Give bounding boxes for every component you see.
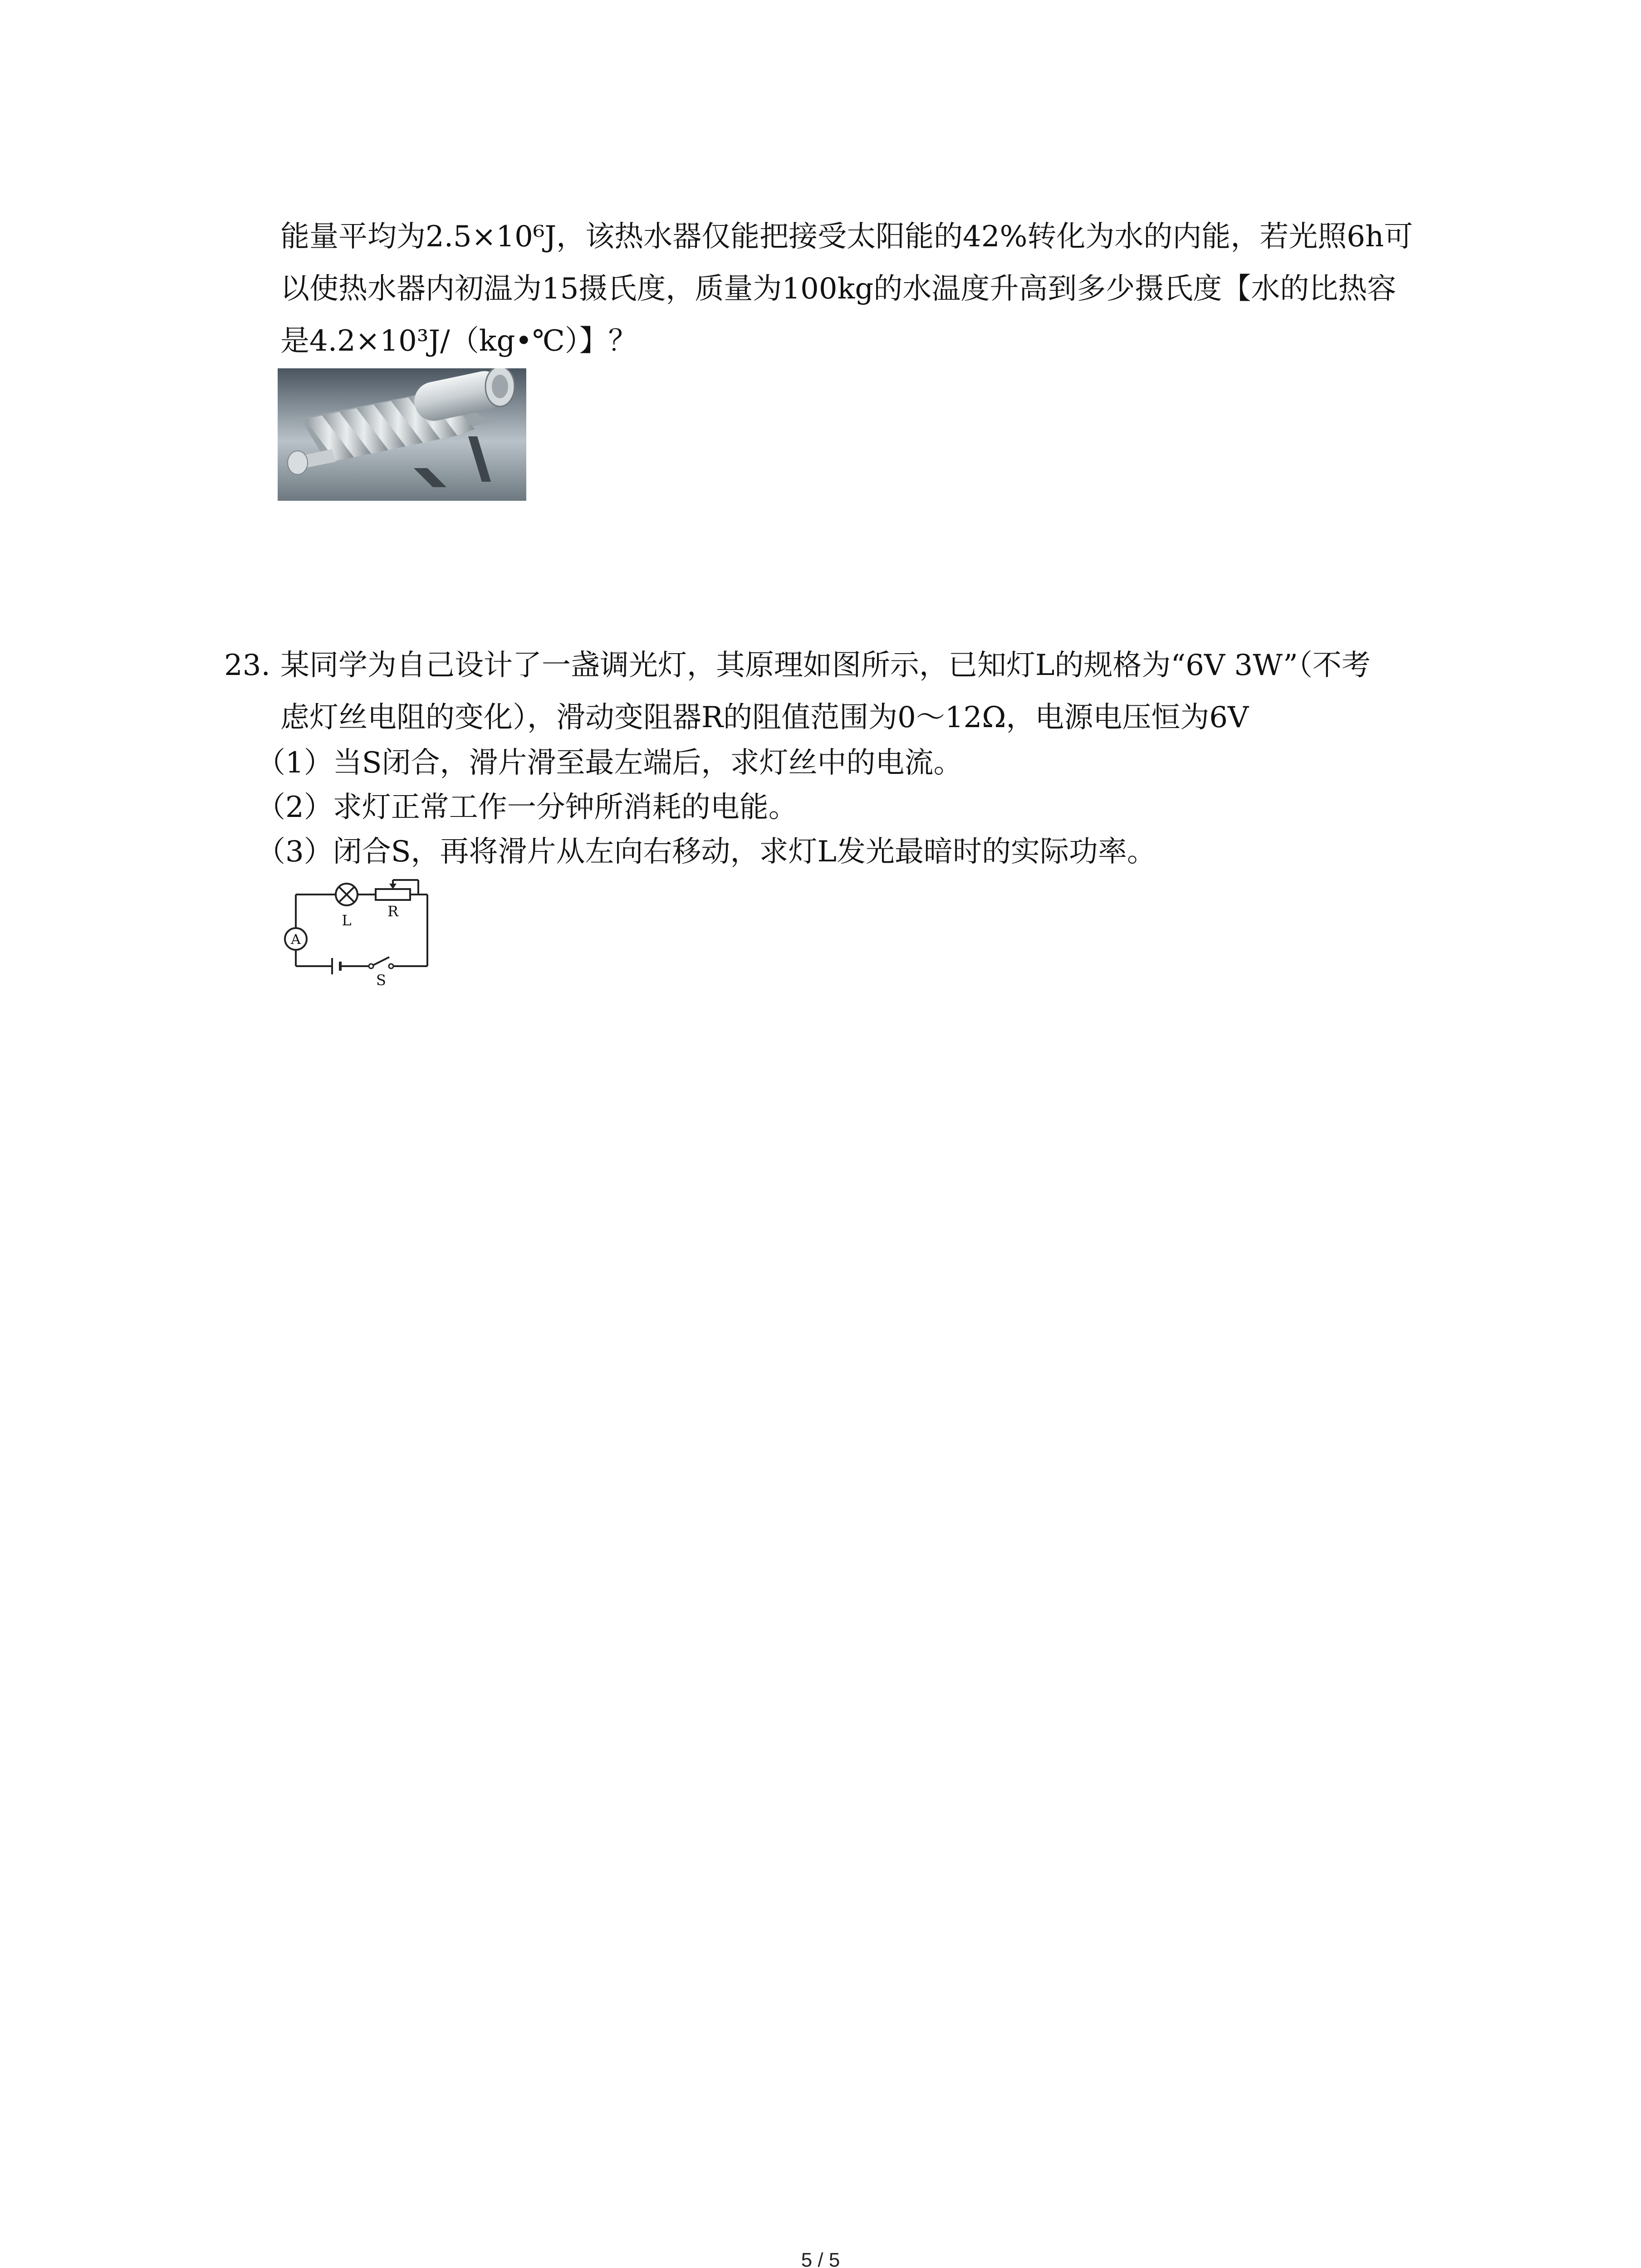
problem-22-line-2: 以使热水器内初温为15摄氏度，质量为100kg的水温度升高到多少摄氏度【水的比热容 (280, 272, 1396, 306)
problem-22-line-1: 能量平均为2.5×10⁶J，该热水器仅能把接受太阳能的42%转化为水的内能，若光照6h可 (280, 220, 1413, 254)
solar-water-heater-image (278, 368, 526, 501)
problem-22-line-3: 是4.2×10³J/（kg•℃）】？ (280, 324, 637, 358)
page-number: 5 / 5 (801, 2249, 840, 2268)
rheostat-label: R (387, 903, 399, 920)
lamp-label: L (342, 912, 352, 929)
problem-23-line-1: 某同学为自己设计了一盏调光灯，其原理如图所示，已知灯L的规格为“6V 3W”（不考 (280, 649, 1371, 682)
circuit-diagram (278, 871, 450, 989)
lamp-symbol (336, 884, 358, 905)
switch-label: S (376, 972, 386, 989)
sub-question-2: （2）求灯正常工作一分钟所消耗的电能。 (256, 791, 798, 824)
ammeter-label: A (291, 932, 301, 948)
question-number: 23. (224, 649, 270, 682)
sub-question-3: （3）闭合S，再将滑片从左向右移动，求灯L发光最暗时的实际功率。 (256, 835, 1156, 869)
problem-23-line-2: 虑灯丝电阻的变化），滑动变阻器R的阻值范围为0～12Ω，电源电压恒为6V (280, 701, 1249, 734)
rheostat-symbol (376, 884, 410, 900)
battery-symbol (332, 958, 340, 974)
switch-symbol (369, 957, 393, 968)
sub-question-1: （1）当S闭合，滑片滑至最左端后，求灯丝中的电流。 (256, 746, 963, 780)
